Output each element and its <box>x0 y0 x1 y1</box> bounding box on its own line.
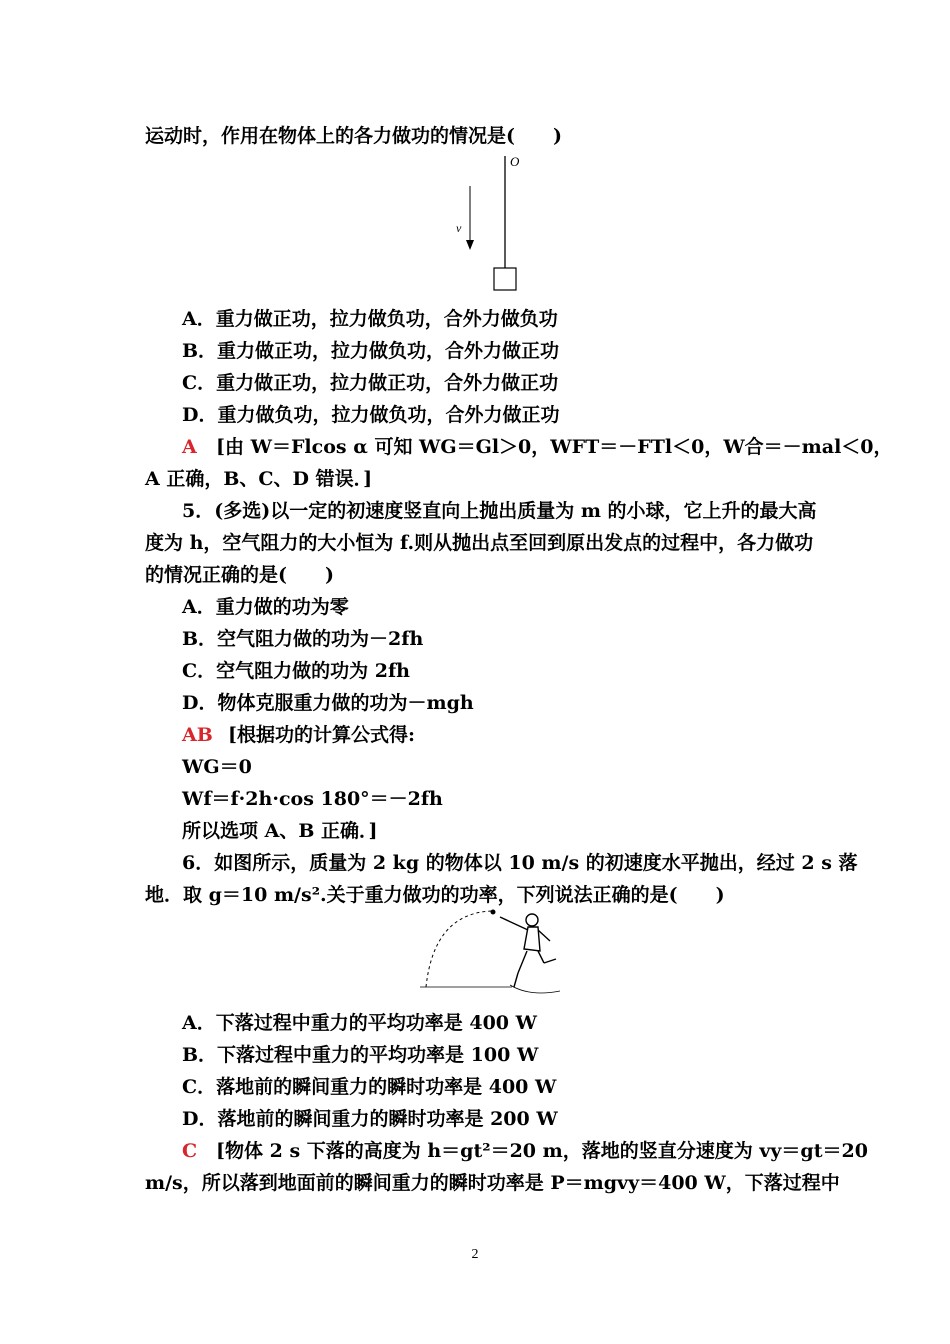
ground-shadow <box>510 985 560 993</box>
q4-answer: A <box>182 436 197 458</box>
q4-option-b: B．重力做正功，拉力做负功，合外力做正功 <box>182 340 560 362</box>
q5-answer: AB <box>182 724 213 746</box>
q6-option-d: D．落地前的瞬间重力的瞬时功率是 200 W <box>182 1108 558 1130</box>
q4-option-a: A．重力做正功，拉力做负功，合外力做负功 <box>182 308 558 330</box>
ball <box>491 910 496 915</box>
q4-option-d: D．重力做负功，拉力做负功，合外力做正功 <box>182 404 560 426</box>
q5-stem-2: 度为 h，空气阻力的大小恒为 f.则从抛出点至回到原出发点的过程中，各力做功 <box>145 532 814 554</box>
q6-explanation-1: [物体 2 s 下落的高度为 h＝gt²＝20 m，落地的竖直分速度为 vy＝gt＝20 <box>216 1140 868 1162</box>
q5-explanation-3: Wf＝f·2h·cos 180°＝－2fh <box>182 788 443 810</box>
throw-figure <box>420 905 570 1003</box>
q6-explanation-2: m/s，所以落到地面前的瞬间重力的瞬时功率是 P＝mgvy＝400 W，下落过程中 <box>145 1172 840 1194</box>
q6-option-a: A．下落过程中重力的平均功率是 400 W <box>182 1012 537 1034</box>
q5-option-a: A．重力做的功为零 <box>182 596 349 618</box>
q5-explanation-4: 所以选项 A、B 正确．] <box>182 820 378 842</box>
pivot-label-o: O <box>510 154 520 169</box>
q4-explanation-1: [由 W＝Flcos α 可知 WG＝Gl＞0，WFT＝－FTl＜0，W合＝－mal＜0， <box>216 436 893 458</box>
q6-stem-2: 地．取 g＝10 m/s².关于重力做功的功率，下列说法正确的是( ) <box>145 884 725 906</box>
q5-explanation-2: WG＝0 <box>182 756 252 778</box>
pendulum-figure <box>450 150 540 298</box>
q6-option-b: B．下落过程中重力的平均功率是 100 W <box>182 1044 539 1066</box>
q4-explanation-2: A 正确，B、C、D 错误．] <box>145 468 373 490</box>
q6-option-c: C．落地前的瞬间重力的瞬时功率是 400 W <box>182 1076 557 1098</box>
q6-stem-1: 6．如图所示，质量为 2 kg 的物体以 10 m/s 的初速度水平抛出，经过 2 s 落 <box>182 852 858 874</box>
velocity-label-v: v <box>456 221 462 235</box>
q4-option-c: C．重力做正功，拉力做正功，合外力做正功 <box>182 372 559 394</box>
q5-stem-1: 5．(多选)以一定的初速度竖直向上抛出质量为 m 的小球，它上升的最大高 <box>182 500 817 522</box>
q6-answer: C <box>182 1140 198 1162</box>
trajectory-path <box>426 911 492 987</box>
q5-option-c: C．空气阻力做的功为 2fh <box>182 660 410 682</box>
q5-option-d: D．物体克服重力做的功为－mgh <box>182 692 474 714</box>
q5-stem-3: 的情况正确的是( ) <box>145 564 334 586</box>
q5-explanation-1: [根据功的计算公式得: <box>228 724 416 746</box>
page-number: 2 <box>471 1247 479 1262</box>
velocity-arrowhead <box>466 240 474 250</box>
q4-stem-tail: 运动时，作用在物体上的各力做功的情况是( ) <box>145 125 562 147</box>
block-box <box>494 268 516 290</box>
q5-option-b: B．空气阻力做的功为－2fh <box>182 628 424 650</box>
boy-icon <box>500 914 556 987</box>
